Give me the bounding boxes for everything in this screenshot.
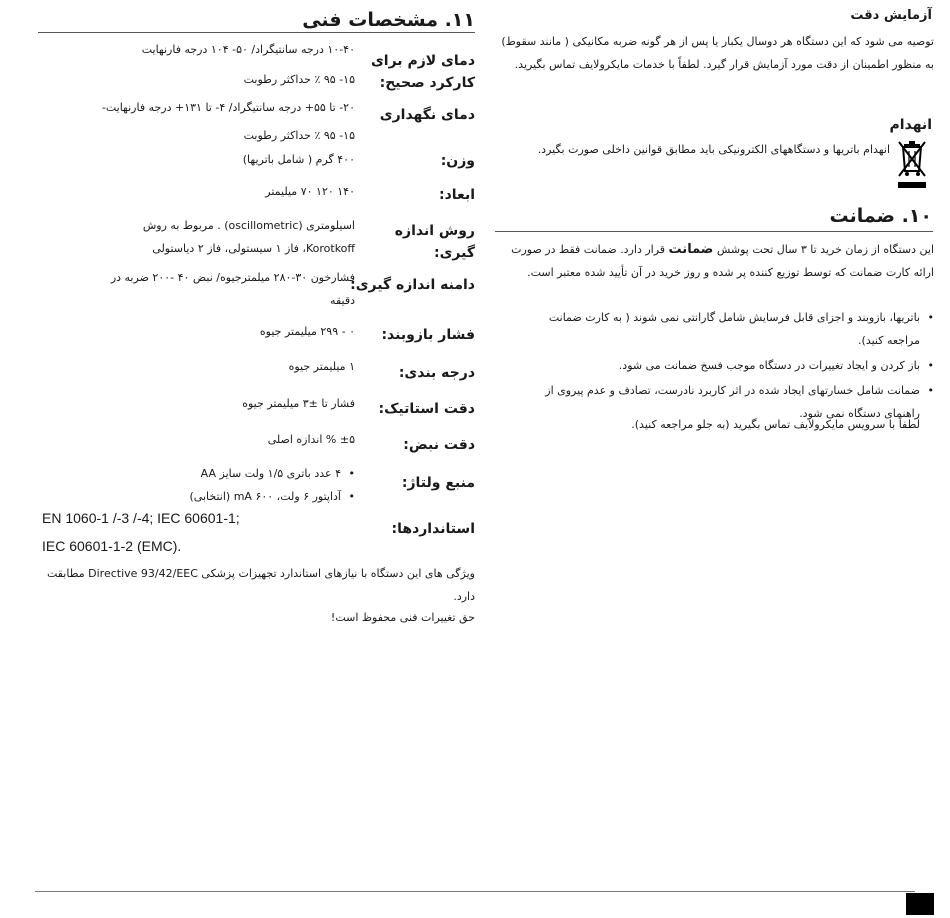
tech-specs-divider [38, 32, 475, 33]
spec-operating-temp-value [95, 38, 355, 91]
spec-dimensions-value [95, 180, 355, 203]
spec-dimensions-label: ابعاد: [439, 187, 475, 203]
warranty-intro-part2: قرار دارد. ضمانت فقط در صورت ارائه کارت ضمانت که توسط توزیع کننده پر شده و روز خرید در آن تأیید شده معتبر است. [511, 243, 934, 279]
spec-resolution-label: درجه بندی: [398, 365, 475, 381]
spec-static-accuracy-label: دقت استاتیک: [378, 401, 475, 417]
spec-line: اسیلومتری (oscillometric) . مربوط به روش [142, 219, 355, 232]
page-marker [906, 893, 934, 915]
warranty-heading: ۱۰. ضمانت [829, 205, 932, 227]
accuracy-test-text: توصیه می شود که این دستگاه هر دوسال یکبار یا پس از هر گونه ضربه مکانیکی ( مانند سقوط) به منظور اطمینان از دقت مورد آزمایش قرار گیرد. لطفاً با خدمات مایکرولایف تماس بگیرید. [501, 35, 934, 71]
spec-line: ۰ - ۲۹۹ میلیمتر جیوه [259, 325, 355, 338]
spec-method-value [85, 214, 355, 260]
spec-standards-value-1: EN 1060-1 /-3 /-4; IEC 60601-1; [42, 510, 240, 526]
tech-specs-heading: ۱۱. مشخصات فنی [302, 9, 475, 31]
spec-line: ۱۵- ۹۵ ٪ حداکثر رطوبت [243, 73, 355, 86]
warranty-closing: لطفاً با سرویس مایکرولایف تماس بگیرید (به جلو مراجعه کنید). [631, 418, 920, 431]
spec-pulse-accuracy-value [95, 428, 355, 451]
spec-cuff-pressure-value [95, 320, 355, 343]
warranty-bullet: • باز کردن و ایجاد تغییرات در دستگاه موجب فسخ ضمانت می شود. [514, 354, 934, 377]
spec-range-value [55, 266, 355, 312]
spec-operating-temp-label: دمای لازم برای کارکرد صحیح: [370, 53, 475, 91]
spec-line: ۲۰- تا ۵۵+ درجه سانتیگراد/ ۴- تا ۱۳۱+ درجه فارنهایت- [101, 101, 355, 114]
warranty-intro [494, 238, 934, 284]
warranty-intro-part1: این دستگاه از زمان خرید تا ۳ سال تحت پوشش [716, 243, 934, 256]
crossed-out-wheeled-bin-icon [894, 138, 930, 190]
spec-standards-label: استانداردها: [391, 521, 475, 537]
accuracy-test-heading: آزمایش دقت [850, 8, 932, 23]
spec-weight-value [95, 148, 355, 171]
power-source-item: • ۴ عدد باتری ۱/۵ ولت سایز AA [95, 462, 355, 485]
spec-method-label: روش اندازه گیری: [394, 223, 475, 261]
spec-storage-temp-label: دمای نگهداری [379, 107, 475, 123]
warranty-bullet: • ضمانت شامل خسارتهای ایجاد شده در اثر کاربرد نادرست، تصادف و عدم پیروی از راهنمای دستگاه نمی شود. [514, 379, 934, 425]
spec-line: ۱۰-۴۰ درجه سانتیگراد/ ۵۰- ۱۰۴ درجه فارنهایت [141, 43, 355, 56]
spec-cuff-pressure-label: فشار بازوبند: [381, 327, 475, 343]
spec-line: ۴۰۰ گرم ( شامل باتریها) [242, 153, 355, 166]
warranty-bullets [514, 306, 934, 425]
spec-line: ۱۴۰ ۱۲۰ ۷۰ میلیمتر [265, 185, 355, 198]
spec-weight-label: وزن: [440, 153, 475, 169]
disposal-heading: انهدام [889, 117, 932, 133]
spec-line: ۱۵- ۹۵ ٪ حداکثر رطوبت [243, 129, 355, 142]
disposal-text: انهدام باتریها و دستگاههای الکترونیکی باید مطابق قوانین داخلی صورت بگیرد. [537, 143, 890, 156]
spec-storage-temp-value [35, 96, 355, 147]
spec-line: ±۵ % اندازه اصلی [267, 433, 355, 446]
spec-pulse-accuracy-label: دقت نبض: [403, 437, 475, 453]
spec-line: Korotkoff، فاز ۱ سیستولی، فاز ۲ دیاستولی [152, 242, 355, 255]
spec-line: دقیقه [330, 294, 355, 307]
spec-range-label: دامنه اندازه گیری: [350, 277, 475, 293]
spec-line: فشار تا ±۳ میلیمتر جیوه [242, 397, 355, 410]
spec-standards-value-2: IEC 60601-1-2 (EMC). [42, 538, 182, 554]
spec-power-source-label: منبع ولتاژ: [401, 475, 475, 491]
warranty-bullet: • باتریها، بازوبند و اجزای قابل فرسایش شامل گارانتی نمی شوند ( به کارت ضمانت مراجعه کنید). [514, 306, 934, 352]
footer-divider [35, 891, 915, 892]
power-source-item: • آداپتور ۶ ولت، ۶۰۰ mA (انتخابی) [95, 485, 355, 508]
rights-text: حق تغییرات فنی محفوظ است! [330, 611, 475, 624]
power-source-list [95, 462, 355, 508]
spec-static-accuracy-value [95, 392, 355, 415]
spec-line: فشارخون ۳۰-۲۸۰ میلمترجیوه/ نبض ۴۰ -۲۰۰ ضربه در [110, 271, 355, 284]
directive-text: ویژگی های این دستگاه با نیازهای استاندارد تجهیزات پزشکی Directive 93/42/EEC مطابقت دارد. [46, 567, 475, 603]
spec-power-source-value [95, 462, 355, 508]
warranty-intro-bold: ضمانت [668, 242, 714, 257]
spec-resolution-value [95, 355, 355, 378]
warranty-divider [495, 231, 933, 232]
spec-line: ۱ میلیمتر جیوه [288, 360, 355, 373]
